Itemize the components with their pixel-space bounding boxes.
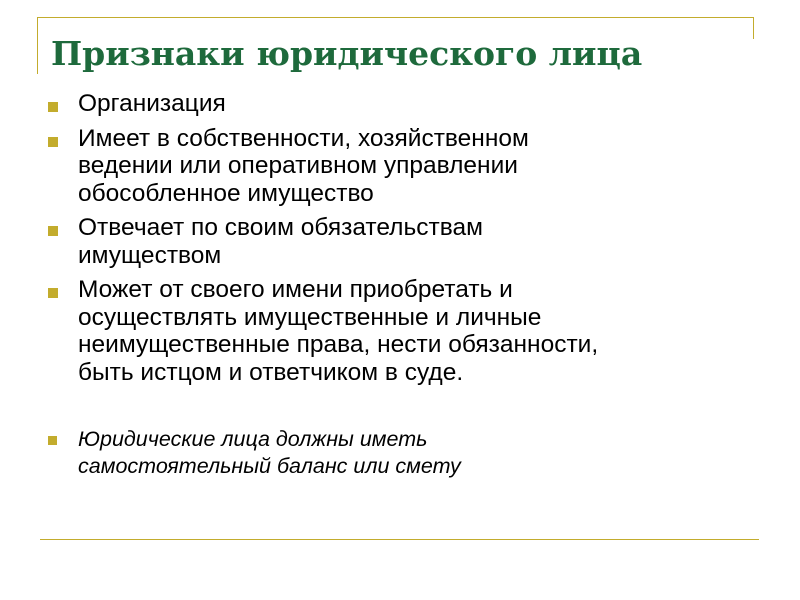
- bullet-text-line: осуществлять имущественные и личные: [78, 303, 542, 331]
- bullet-text-line: Юридические лица должны иметь: [78, 427, 428, 451]
- bullet-text-line: Отвечает по своим обязательствам: [78, 214, 483, 241]
- bullet-text-line: самостоятельный баланс или смету: [78, 454, 461, 478]
- bullet-text-line: Может от своего имени приобретать и: [78, 276, 513, 303]
- slide-title: Признаки юридического лица: [51, 34, 643, 73]
- bullet-text-line: имуществом: [78, 241, 222, 269]
- frame-top-line: [37, 17, 754, 18]
- bullet-item: [48, 214, 748, 269]
- bullet-list: [48, 90, 748, 487]
- bullet-item: [48, 276, 748, 386]
- frame-left-line: [37, 17, 38, 74]
- bullet-text-line: Организация: [78, 90, 226, 117]
- square-bullet-icon: [48, 288, 58, 298]
- bullet-item: [48, 125, 748, 208]
- bullet-text-line: обособленное имущество: [78, 179, 374, 207]
- bullet-text-line: Имеет в собственности, хозяйственном: [78, 124, 529, 152]
- bullet-item: [48, 426, 748, 480]
- frame-right-line: [753, 17, 754, 39]
- bullet-text-line: неимущественные права, нести обязанности,: [78, 331, 599, 358]
- bullet-text-line: ведении или оперативном управлении: [78, 152, 518, 179]
- bullet-item: [48, 90, 748, 118]
- square-bullet-icon: [48, 436, 57, 445]
- square-bullet-icon: [48, 226, 58, 236]
- frame-bottom-line: [40, 539, 759, 540]
- square-bullet-icon: [48, 102, 58, 112]
- bullet-text-line: быть истцом и ответчиком в суде.: [78, 358, 464, 386]
- square-bullet-icon: [48, 137, 58, 147]
